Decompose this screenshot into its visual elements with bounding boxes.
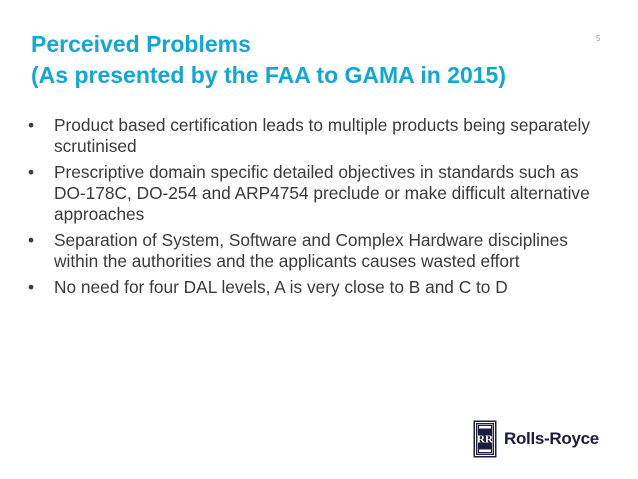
bullet-item (28, 230, 598, 272)
bullet-dot: • (28, 277, 35, 297)
bullet-text: Product based certification leads to multiple products being separately scrutinised (54, 115, 591, 156)
bullet-item (28, 162, 598, 225)
bullet-text: Prescriptive domain specific detailed objectives in standards such as DO-178C, DO-254 and ARP4754 preclude or make difficult alternative approaches (54, 162, 590, 224)
rolls-royce-logo (473, 419, 613, 459)
bullet-dot: • (28, 162, 35, 182)
logo-wordmark: Rolls-Royce (504, 429, 599, 448)
title-line-1: Perceived Problems (31, 31, 251, 57)
bullet-item (28, 115, 598, 157)
svg-text:RR: RR (477, 433, 493, 446)
bullet-dot: • (28, 115, 35, 135)
bullet-dot: • (28, 230, 35, 250)
bullet-item (28, 277, 598, 298)
page-number: 5 (596, 34, 601, 43)
rolls-royce-rr-badge-icon (473, 420, 497, 458)
bullet-list (28, 115, 598, 303)
bullet-text: No need for four DAL levels, A is very close to B and C to D (54, 277, 508, 297)
slide-title (31, 29, 506, 91)
title-line-2: (As presented by the FAA to GAMA in 2015) (31, 62, 506, 88)
bullet-text: Separation of System, Software and Complex Hardware disciplines within the authorities and the applicants causes wasted effort (54, 230, 568, 271)
